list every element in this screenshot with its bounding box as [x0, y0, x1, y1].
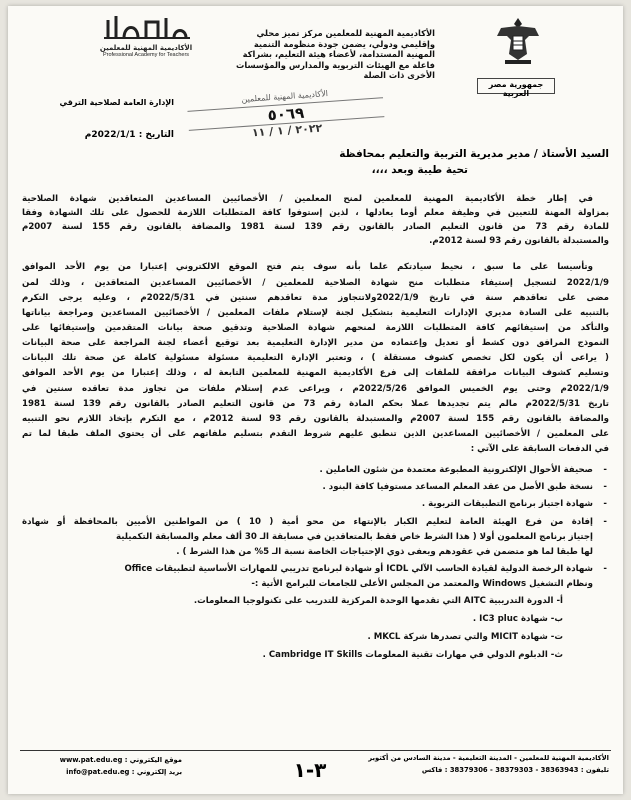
footer-email — [22, 768, 182, 776]
bullet-icon: - — [603, 499, 607, 509]
requirement-item — [22, 482, 607, 493]
bullet-icon: - — [603, 482, 607, 492]
academy-logo — [98, 14, 194, 58]
program-item: أ- الدورة التدريبية AITC التي تقدمها الوحدة المركزية للتدريب على تكنولوجيا المعلومات. — [193, 596, 563, 606]
department-name: الإدارة العامة لصلاحية الترقي — [59, 98, 174, 107]
requirement-continuation: ونظام التشغيل Windows والمعتمد من المجلس الأعلى للجامعات للبرامج الأتية :- — [251, 579, 593, 589]
paragraph2-line: 2022/1/9 لتسجيل إستيفاء متطلبات منح شهادة الصلاحية للمعلمين / الأخصائيين المساعدين المتعاقدين ، وذلك لمن — [22, 278, 609, 288]
document-date: التاريخ : 2022/1/1م — [84, 130, 174, 140]
website-link[interactable]: www.pat.edu.eg — [59, 756, 123, 764]
paragraph2-line: بالتنبيه على السادة مديري الإدارات التعليمية بتشكيل لجنة لإستلام ملفات المعلمين / الأخصائيين المساعدين ومراجعة بياناتها — [22, 308, 609, 318]
bullet-icon: - — [603, 564, 607, 574]
paragraph2-line: في الدفعات السابقة على الآتي : — [470, 444, 609, 454]
paragraph2-line: والتأكد من إستيفائهم كافة المتطلبات اللازمة لمنحهم شهادة الصلاحية وتدقيق صحة بيانات المتقدمين وإستيفائها على — [22, 323, 609, 333]
email-link[interactable]: info@pat.edu.eg — [66, 768, 130, 776]
requirement-text: نسخة طبق الأصل من عقد المعلم المساعد مستوفيا كافة البنود . — [322, 482, 593, 492]
bullet-icon: - — [603, 517, 607, 527]
requirement-text: شهادة الرخصة الدولية لقيادة الحاسب الآلي ICDL أو شهادة لبرنامج تدريبي للمهارات الأساسية لتطبيقات Office — [124, 564, 593, 574]
paragraph2-line: على المعلمين / الأخصائيين المساعدين الذين تنطبق عليهم شروط التقدم بتسليم ملفاتهم على أن يحتوي الملف طبقا لما تم — [22, 429, 609, 439]
requirement-continuation: لها طبقا لما هو متضمن في عقودهم ويعفى ذوي الإحتياجات الخاصة نسبة الـ 5% من هذا الشرط ) . — [176, 547, 593, 557]
logo-english-text: Professional Academy for Teachers — [102, 52, 190, 58]
mission-statement: الأكاديمية المهنية للمعلمين مركز تميز محلي وإقليمي ودولي، يضمن جودة منظومة التنمية المهنية المستدامة، لأعضاء هيئة التعليم، بشراكة فاعلة مع الهيئات التربوية والمدارس والمؤسسات الأخرى ذات الصلة — [236, 28, 435, 80]
stamp-header: الأكاديمية المهنية للمعلمين — [187, 85, 383, 112]
program-item: ث- الدبلوم الدولي في مهارات تقنية المعلومات Cambridge IT Skills . — [262, 650, 563, 660]
paragraph2-line: تاريخ 2022/5/31م مالم يتم تجديدها عملا بحكم المادة رقم 73 من قانون التعليم الصادر بالقانون رقم 139 لسنة 1981 — [22, 399, 609, 409]
footer-website — [22, 756, 182, 764]
requirement-item — [22, 564, 607, 575]
paragraph2-line: النموذج المرافق دون كشط أو تعديل وإعتماده من مدير الإدارة التعليمية بعد توقيع أعضاء لجنة المراجعة على صحة البيانات — [22, 338, 609, 348]
page-number: ٣-١ — [293, 758, 327, 782]
requirement-item — [22, 499, 607, 510]
website-label: موقع اليكتروني : — [124, 756, 182, 764]
requirement-item — [22, 517, 607, 528]
eagle-emblem — [495, 14, 541, 66]
addressee-line: السيد الأستاذ / مدير مديرية التربية والتعليم بمحافظة — [339, 148, 609, 160]
paragraph2-line: مضى على تعاقدهم سنة في تاريخ 2022/1/9ولاتتجاوز مدة تعاقدهم سنتين في 2022/5/31م ، وعليه يرجى التكرم — [22, 293, 609, 303]
paragraph1-line: والمستبدلة بالقانون رقم 93 لسنة 2012م. — [429, 236, 609, 246]
paragraph1-line: للمادة رقم 73 من قانون التعليم الصادر بالقانون رقم 139 لسنة 1981 والمضافة بالقانون رقم 155 لسنة 2007م — [22, 222, 609, 232]
paragraph2-line: وتسليم كشوف البيانات مرافقة للملفات إلى فرع الأكاديمية المهنية للمعلمين التابعة له ، وذلك إعتبارا من يوم الأحد الموافق — [22, 368, 609, 378]
footer-phone: تليفون : 38363943 - 38379303 - 38379306 : فاكس — [421, 766, 609, 774]
academy-logo-icon — [98, 14, 194, 40]
receipt-stamp — [187, 85, 386, 145]
email-label: بريد إلكتروني : — [131, 768, 182, 776]
eagle-icon — [495, 14, 541, 66]
program-item: ب- شهادة IC3 pluc . — [472, 614, 563, 624]
requirement-text: إفادة من فرع الهيئة العامة لتعليم الكبار بالإنتهاء من محو أمية ( 10 ) من المواطنين الأميين بالمحافظة أو شهادة — [22, 517, 593, 527]
paragraph1-line: في إطار خطة الأكاديمية المهنية للمعلمين لمنح المعلمين / الأخصائيين المساعدين المتعاقدين شهادة الصلاحية — [22, 194, 593, 204]
program-item: ت- شهادة MICIT والتي تصدرها شركة MKCL . — [367, 632, 563, 642]
greeting-line: تحية طيبة وبعد ،،،، — [371, 164, 468, 176]
requirement-item — [22, 465, 607, 476]
bullet-icon: - — [603, 465, 607, 475]
paragraph1-line: بمزاولة المهنة للتعيين في وظيفة معلم أوما يعادلها ، لذين إستوفوا كافة المتطلبات اللازمة للحصول على تلك الشهادة وفقا — [22, 208, 609, 218]
footer-address: الأكاديمية المهنية للمعلمين - المدينة التعليمية - مدينة السادس من أكتوبر — [368, 754, 609, 762]
document-page — [8, 6, 623, 794]
paragraph2-line: ( يراعى أن يكون لكل تخصص كشوف مستقلة ) ، وتعتبر الإدارة التعليمية مسئولة مسئولية كاملة عن صحة تلك البيانات — [22, 353, 609, 363]
stamp-date: ٢٠٢٢ / ١ / ١١ — [189, 116, 385, 144]
requirement-text: شهادة اجتياز برنامج التطبيقات التربوية . — [421, 499, 593, 509]
paragraph2-line: وتأسيسا على ما سبق ، نحيط سيادتكم علما بأنه سوف يتم فتح الموقع الالكتروني إعتبارا من يوم الأحد الموافق — [22, 262, 593, 272]
paragraph2-line: 2022/1/9م وحتى يوم الخميس الموافق 2022/5/26م ، ويراعى عدم إستلام ملفات من تجاوز مدة تعاقده سنتين في — [22, 384, 609, 394]
stamp-number: ٥٠٦٩ — [267, 103, 305, 125]
requirement-text: صحيفة الأحوال الإلكترونية المطبوعة معتمدة من شئون العاملين . — [319, 465, 593, 475]
requirement-continuation: إجتياز برنامج المعلمون أولا ( هذا الشرط خاص فقط بالمتعاقدين في مسابقة الـ 30 ألف معلم والمسابقة التكميلية — [116, 532, 593, 542]
footer-divider — [20, 750, 611, 751]
logo-arabic-text: الأكاديمية المهنية للمعلمين — [99, 44, 193, 52]
country-name: جمهورية مصر العربية — [477, 78, 555, 94]
paragraph2-line: والمضافة بالقانون رقم 155 لسنة 2007م والمستبدلة بالقانون رقم 93 لسنة 2012م ، مع التكرم بإتخاذ اللازم نحو التنبيه — [22, 414, 609, 424]
